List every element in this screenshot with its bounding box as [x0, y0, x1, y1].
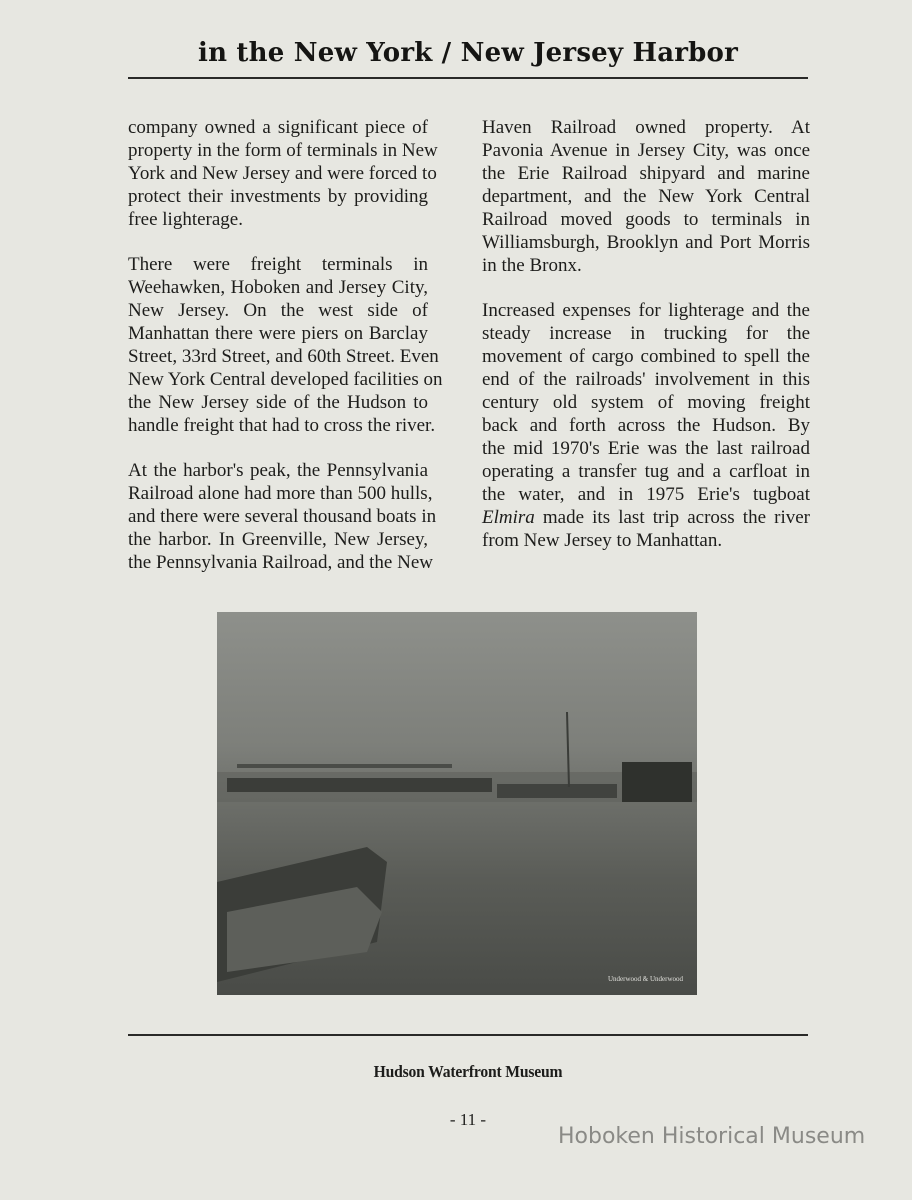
publisher-name: Hudson Waterfront Museum	[373, 1062, 563, 1081]
text-line: Elmira made its last trip across the river	[482, 507, 810, 528]
harbor-photo	[217, 612, 697, 995]
text-line: Williamsburgh, Brooklyn and Port Morris	[482, 232, 810, 253]
text-line: handle freight that had to cross the river.	[128, 415, 436, 436]
text-line: Railroad alone had more than 500 hulls,	[128, 483, 433, 504]
left-column	[128, 116, 443, 596]
text-line: York and New Jersey and were forced to	[128, 163, 437, 184]
text-line: movement of cargo combined to spell the	[482, 346, 810, 367]
page-number: - 11 -	[449, 1110, 487, 1129]
watermark: Hoboken Historical Museum	[558, 1124, 866, 1149]
text-line: the New Jersey side of the Hudson to	[128, 392, 428, 413]
paragraph	[128, 253, 443, 437]
text-line: century old system of moving freight	[482, 392, 810, 413]
text-line: Manhattan there were piers on Barclay	[128, 323, 428, 344]
text-line: department, and the New York Central	[482, 186, 810, 207]
text-line: Pavonia Avenue in Jersey City, was once	[482, 140, 810, 161]
text-line: Increased expenses for lighterage and the	[482, 300, 810, 321]
page-title: in the New York / New Jersey Harbor	[198, 38, 738, 68]
text-line: protect their investments by providing	[128, 186, 428, 207]
text-line: New York Central developed facilities on	[128, 369, 443, 390]
text-line: free lighterage.	[128, 209, 243, 230]
photo-credit: Underwood & Underwood	[607, 975, 683, 983]
text-line: the harbor. In Greenville, New Jersey,	[128, 529, 428, 550]
footer-rule	[128, 1034, 808, 1036]
text-line: the mid 1970's Erie was the last railroad	[482, 438, 810, 459]
text-line: Haven Railroad owned property. At	[482, 117, 810, 138]
text-line: There were freight terminals in	[128, 254, 428, 275]
text-line: Street, 33rd Street, and 60th Street. Even	[128, 346, 439, 367]
text-line: the Erie Railroad shipyard and marine	[482, 163, 810, 184]
text-line: Railroad moved goods to terminals in	[482, 209, 810, 230]
text-line: and there were several thousand boats in	[128, 506, 437, 527]
text-line: the water, and in 1975 Erie's tugboat	[482, 484, 810, 505]
text-line: steady increase in trucking for the	[482, 323, 810, 344]
text-line: operating a transfer tug and a carfloat in	[482, 461, 810, 482]
paragraph	[128, 116, 438, 231]
text-line: property in the form of terminals in New	[128, 140, 438, 161]
text-line: the Pennsylvania Railroad, and the New	[128, 552, 433, 573]
text-line: from New Jersey to Manhattan.	[482, 530, 723, 551]
text-line: At the harbor's peak, the Pennsylvania	[128, 460, 428, 481]
text-line: in the Bronx.	[482, 255, 582, 276]
paragraph	[482, 116, 810, 277]
right-column	[482, 116, 810, 574]
text-line: company owned a significant piece of	[128, 117, 428, 138]
paragraph	[482, 299, 810, 552]
text-line: Weehawken, Hoboken and Jersey City,	[128, 277, 428, 298]
text-line: end of the railroads' involvement in this	[482, 369, 810, 390]
header-rule	[128, 77, 808, 79]
paragraph	[128, 459, 437, 574]
text-line: New Jersey. On the west side of	[128, 300, 428, 321]
text-line: back and forth across the Hudson. By	[482, 415, 810, 436]
photo-scene	[217, 612, 697, 995]
